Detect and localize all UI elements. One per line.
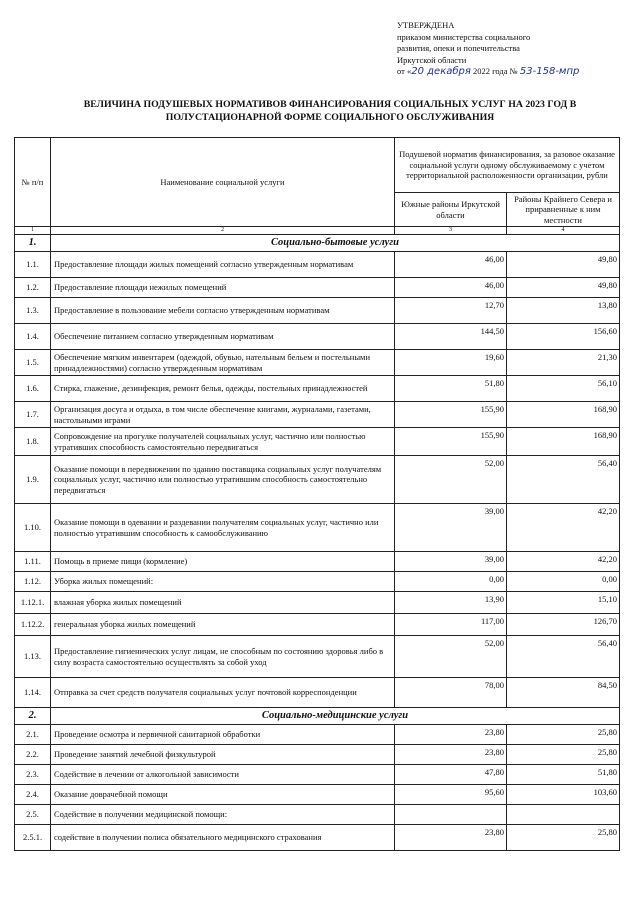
- south-value: [395, 805, 507, 825]
- approval-line-1: УТВЕРЖДЕНА: [397, 20, 455, 30]
- service-name: влажная уборка жилых помещений: [51, 592, 395, 614]
- row-number: 1.13.: [15, 636, 51, 678]
- service-name: Помощь в приеме пищи (кормление): [51, 552, 395, 572]
- north-value: 25,80: [507, 725, 620, 745]
- service-name: Организация досуга и отдыха, в том числе обеспечение книгами, журналами, газетами, настольными играми: [51, 402, 395, 428]
- south-value: 95,60: [395, 785, 507, 805]
- row-number: 1.5.: [15, 350, 51, 376]
- approval-line-4: Иркутской области: [397, 54, 467, 65]
- document-title: [40, 98, 620, 124]
- norms-table: [14, 137, 620, 851]
- table-row: [15, 428, 620, 456]
- service-name: Предоставление в пользование мебели согласно утвержденным нормативам: [51, 298, 395, 324]
- row-number: 2.3.: [15, 765, 51, 785]
- row-number: 1.4.: [15, 324, 51, 350]
- approval-stamp: [397, 20, 579, 78]
- north-value: 168,90: [507, 428, 620, 456]
- north-value: 156,60: [507, 324, 620, 350]
- table-row: [15, 785, 620, 805]
- service-name: Содействие в получении медицинской помощи:: [51, 805, 395, 825]
- table-row: [15, 298, 620, 324]
- row-number: 1.2.: [15, 278, 51, 298]
- south-value: 144,50: [395, 324, 507, 350]
- south-value: 13,90: [395, 592, 507, 614]
- north-value: 49,80: [507, 278, 620, 298]
- section-title: Социально-бытовые услуги: [51, 235, 620, 252]
- service-name: Проведение осмотра и первичной санитарной обработки: [51, 725, 395, 745]
- service-name: Сопровождение на прогулке получателей социальных услуг, частично или полностью утративших способность самостоятельно передвигаться: [51, 428, 395, 456]
- table-row: [15, 456, 620, 504]
- header-service-name: Наименование социальной услуги: [51, 138, 395, 227]
- table-row: [15, 278, 620, 298]
- header-north-regions: Районы Крайнего Севера и приравненные к ним местности: [507, 193, 620, 227]
- north-value: 168,90: [507, 402, 620, 428]
- service-name: Обеспечение питанием согласно утвержденным нормативам: [51, 324, 395, 350]
- section-number: 1.: [15, 235, 51, 252]
- south-value: 155,90: [395, 428, 507, 456]
- table-row: [15, 678, 620, 708]
- table-row: [15, 376, 620, 402]
- south-value: 23,80: [395, 745, 507, 765]
- north-value: 56,40: [507, 456, 620, 504]
- row-number: 1.12.: [15, 572, 51, 592]
- table-row: [15, 592, 620, 614]
- table-row: [15, 572, 620, 592]
- approval-line-3: развития, опеки и попечительства: [397, 43, 520, 54]
- north-value: 15,10: [507, 592, 620, 614]
- table-row: [15, 552, 620, 572]
- approval-date-line: [397, 66, 579, 78]
- north-value: 42,20: [507, 552, 620, 572]
- row-number: 2.5.1.: [15, 825, 51, 851]
- approval-line-2: приказом министерства социального: [397, 31, 531, 42]
- approval-date-handwritten: 20 декабря: [411, 66, 471, 78]
- service-name: Стирка, глажение, дезинфекция, ремонт белья, одежды, постельных принадлежностей: [51, 376, 395, 402]
- header-south-regions: Южные районы Иркутской области: [395, 193, 507, 227]
- table-row: [15, 725, 620, 745]
- south-value: 46,00: [395, 252, 507, 278]
- row-number: 1.9.: [15, 456, 51, 504]
- row-number: 1.10.: [15, 504, 51, 552]
- table-row: [15, 765, 620, 785]
- north-value: 103,60: [507, 785, 620, 805]
- table-row: [15, 504, 620, 552]
- section-row: [15, 708, 620, 725]
- north-value: 25,80: [507, 745, 620, 765]
- row-number: 1.14.: [15, 678, 51, 708]
- row-number: 1.7.: [15, 402, 51, 428]
- service-name: Содействие в лечении от алкогольной зависимости: [51, 765, 395, 785]
- south-value: 52,00: [395, 636, 507, 678]
- service-name: Оказание помощи в одевании и раздевании получателям социальных услуг, частично или полностью утратившим способность к самообслуживанию: [51, 504, 395, 552]
- service-name: генеральная уборка жилых помещений: [51, 614, 395, 636]
- service-name: Обеспечение мягким инвентарем (одеждой, обувью, нательным бельем и постельными принадлежностями) согласно утвержденным нормативам: [51, 350, 395, 376]
- column-number-3: 3: [395, 227, 507, 235]
- service-name: Проведение занятий лечебной физкультурой: [51, 745, 395, 765]
- north-value: 56,40: [507, 636, 620, 678]
- service-name: Предоставление площади нежилых помещений: [51, 278, 395, 298]
- south-value: 23,80: [395, 825, 507, 851]
- table-row: [15, 636, 620, 678]
- table-row: [15, 825, 620, 851]
- approval-date-year: 2022 года №: [473, 66, 518, 77]
- service-name: Отправка за счет средств получателя социальных услуг почтовой корреспонденции: [51, 678, 395, 708]
- south-value: 47,80: [395, 765, 507, 785]
- table-row: [15, 614, 620, 636]
- document-title-line-2: ПОЛУСТАЦИОНАРНОЙ ФОРМЕ СОЦИАЛЬНОГО ОБСЛУЖИВАНИЯ: [165, 112, 495, 123]
- north-value: 49,80: [507, 252, 620, 278]
- south-value: 23,80: [395, 725, 507, 745]
- south-value: 0,00: [395, 572, 507, 592]
- south-value: 117,00: [395, 614, 507, 636]
- service-name: Оказание доврачебной помощи: [51, 785, 395, 805]
- section-title: Социально-медицинские услуги: [51, 708, 620, 725]
- table-row: [15, 324, 620, 350]
- south-value: 39,00: [395, 504, 507, 552]
- south-value: 12,70: [395, 298, 507, 324]
- row-number: 1.12.2.: [15, 614, 51, 636]
- approval-date-prefix: от «: [397, 66, 412, 77]
- north-value: 126,70: [507, 614, 620, 636]
- approval-number-handwritten: 53-158-мпр: [519, 66, 580, 78]
- section-row: [15, 235, 620, 252]
- table-row: [15, 745, 620, 765]
- table-row: [15, 252, 620, 278]
- service-name: Оказание помощи в передвижении по зданию поставщика социальных услуг получателям социальных услуг, частично или полностью утратившим способность самостоятельно передвигаться: [51, 456, 395, 504]
- north-value: 21,30: [507, 350, 620, 376]
- row-number: 1.3.: [15, 298, 51, 324]
- service-name: содействие в получении полиса обязательного медицинского страхования: [51, 825, 395, 851]
- north-value: 25,80: [507, 825, 620, 851]
- south-value: 19,60: [395, 350, 507, 376]
- row-number: 2.5.: [15, 805, 51, 825]
- column-number-1: 1: [15, 227, 51, 235]
- column-number-2: 2: [51, 227, 395, 235]
- row-number: 1.1.: [15, 252, 51, 278]
- table-row: [15, 402, 620, 428]
- south-value: 46,00: [395, 278, 507, 298]
- north-value: 56,10: [507, 376, 620, 402]
- header-number: № п/п: [15, 138, 51, 227]
- service-name: Предоставление площади жилых помещений согласно утвержденным нормативам: [51, 252, 395, 278]
- north-value: 13,80: [507, 298, 620, 324]
- north-value: 0,00: [507, 572, 620, 592]
- north-value: 42,20: [507, 504, 620, 552]
- column-number-4: 4: [507, 227, 620, 235]
- service-name: Уборка жилых помещений:: [51, 572, 395, 592]
- north-value: [507, 805, 620, 825]
- table-row: [15, 350, 620, 376]
- row-number: 2.4.: [15, 785, 51, 805]
- north-value: 51,80: [507, 765, 620, 785]
- south-value: 51,80: [395, 376, 507, 402]
- row-number: 1.6.: [15, 376, 51, 402]
- row-number: 2.1.: [15, 725, 51, 745]
- document-title-line-1: ВЕЛИЧИНА ПОДУШЕВЫХ НОРМАТИВОВ ФИНАНСИРОВАНИЯ СОЦИАЛЬНЫХ УСЛУГ НА 2023 ГОД В: [83, 99, 577, 110]
- row-number: 1.11.: [15, 552, 51, 572]
- row-number: 2.2.: [15, 745, 51, 765]
- south-value: 78,00: [395, 678, 507, 708]
- header-norm-group: Подушевой норматив финансирования, за разовое оказание социальной услуги одному обслуживаемому с учетом территориальной расположенности организации, рубли: [395, 138, 620, 193]
- service-name: Предоставление гигиенических услуг лицам, не способным по состоянию здоровья либо в силу возраста самостоятельно осуществлять за собой уход: [51, 636, 395, 678]
- row-number: 1.8.: [15, 428, 51, 456]
- south-value: 39,00: [395, 552, 507, 572]
- table-row: [15, 805, 620, 825]
- north-value: 84,50: [507, 678, 620, 708]
- section-number: 2.: [15, 708, 51, 725]
- south-value: 52,00: [395, 456, 507, 504]
- row-number: 1.12.1.: [15, 592, 51, 614]
- south-value: 155,90: [395, 402, 507, 428]
